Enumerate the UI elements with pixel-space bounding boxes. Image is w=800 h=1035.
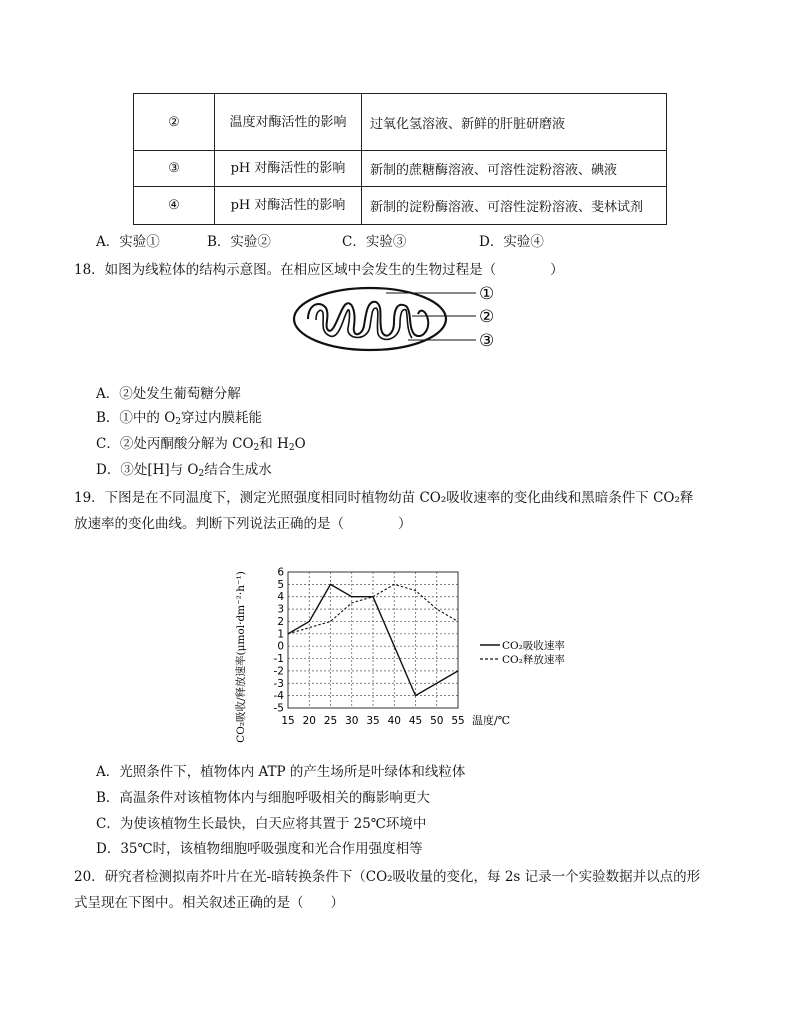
y-tick-label: 4 [277,591,284,604]
q19-option-d[interactable]: D．35℃时，该植物细胞呼吸强度和光合作用强度相等 [96,841,423,857]
x-tick-label: 40 [387,715,401,727]
text: D．③处[H]与 O [96,462,199,478]
y-tick-label: -3 [273,677,284,690]
label-2: ② [479,307,495,327]
y-tick-label: -2 [273,665,284,678]
label-3: ③ [479,331,495,351]
q19-option-a[interactable]: A．光照条件下，植物体内 ATP 的产生场所是叶绿体和线粒体 [96,764,466,780]
y-tick-label: 1 [277,628,284,641]
q17-option-b[interactable]: B．实验② [207,234,271,250]
text: C．②处丙酮酸分解为 CO [96,436,254,452]
experiment-table [133,93,667,225]
text: 穿过内膜耗能 [181,410,263,426]
x-tick-label: 55 [451,715,465,727]
subscript: 2 [175,417,182,427]
q17-option-c[interactable]: C．实验③ [342,234,407,250]
chart-grid [288,572,458,708]
q17-option-d[interactable]: D．实验④ [479,234,544,250]
text: O [294,436,306,452]
label-1: ① [479,284,495,304]
text: 结合生成水 [204,462,272,478]
y-axis-label: CO₂吸收/释放速率(μmol·dm⁻²·h⁻¹) [235,571,247,743]
row-materials: 新制的淀粉酶溶液、可溶性淀粉溶液、斐林试剂 [362,187,667,225]
y-tick-label: -4 [273,690,284,703]
text: B．①中的 O [96,410,176,426]
q18-stem: 18．如图为线粒体的结构示意图。在相应区域中会发生的生物过程是（ ） [74,262,564,278]
row-topic: pH 对酶活性的影响 [215,187,362,225]
q20-stem-line2: 式呈现在下图中。相关叙述正确的是（ ） [74,895,344,911]
q18-option-a[interactable]: A．②处发生葡萄糖分解 [96,386,241,402]
text: 和 H [259,436,289,452]
y-tick-label: -5 [273,702,284,715]
x-tick-label: 35 [366,715,380,727]
q17-option-a[interactable]: A．实验① [96,234,160,250]
q18-option-c[interactable] [96,432,306,452]
row-number: ② [134,94,215,151]
x-tick-label: 50 [430,715,444,727]
table-row [134,94,667,151]
row-topic: 温度对酶活性的影响 [215,94,362,151]
table-row [134,151,667,187]
y-tick-label: -1 [273,653,284,666]
x-axis-label: 温度/℃ [472,714,511,727]
co2-rate-chart [230,562,570,752]
row-materials: 过氧化氢溶液、新鲜的肝脏研磨液 [362,94,667,151]
q19-stem-line1: 19．下图是在不同温度下，测定光照强度相同时植物幼苗 CO₂吸收速率的变化曲线和黑暗条件下 CO₂释 [74,490,694,506]
x-tick-label: 15 [281,715,295,727]
y-tick-label: 6 [277,566,284,579]
y-tick-label: 3 [277,603,284,616]
y-axis-ticks [274,567,285,715]
q19-stem-line2: 放速率的变化曲线。判断下列说法正确的是（ ） [74,516,412,532]
q20-stem-line1: 20．研究者检测拟南芥叶片在光-暗转换条件下（CO₂吸收量的变化，每 2s 记录一个实验数据并以点的形 [74,869,701,885]
subscript: 2 [253,443,260,453]
x-tick-label: 45 [408,715,423,727]
row-materials: 新制的蔗糖酶溶液、可溶性淀粉溶液、碘液 [362,151,667,187]
subscript: 2 [198,469,205,479]
row-topic: pH 对酶活性的影响 [215,151,362,187]
y-tick-label: 5 [277,578,284,591]
legend-absorb: CO₂吸收速率 [502,640,565,652]
row-number: ④ [134,187,215,225]
x-axis-ticks [281,715,464,727]
y-tick-label: 2 [277,615,284,628]
x-tick-label: 20 [302,715,316,727]
legend-release: CO₂释放速率 [502,654,565,666]
q19-option-c[interactable]: C．为使该植物生长最快，白天应将其置于 25℃环境中 [96,816,427,832]
mitochondrion-diagram [290,282,505,357]
q19-option-b[interactable]: B．高温条件对该植物体内与细胞呼吸相关的酶影响更大 [96,790,430,806]
subscript: 2 [288,443,295,453]
row-number: ③ [134,151,215,187]
table-row [134,187,667,225]
x-tick-label: 30 [345,715,359,727]
q18-option-b[interactable] [96,406,262,426]
q18-option-d[interactable] [96,458,272,478]
y-tick-label: 0 [277,640,284,653]
x-tick-label: 25 [323,715,338,727]
